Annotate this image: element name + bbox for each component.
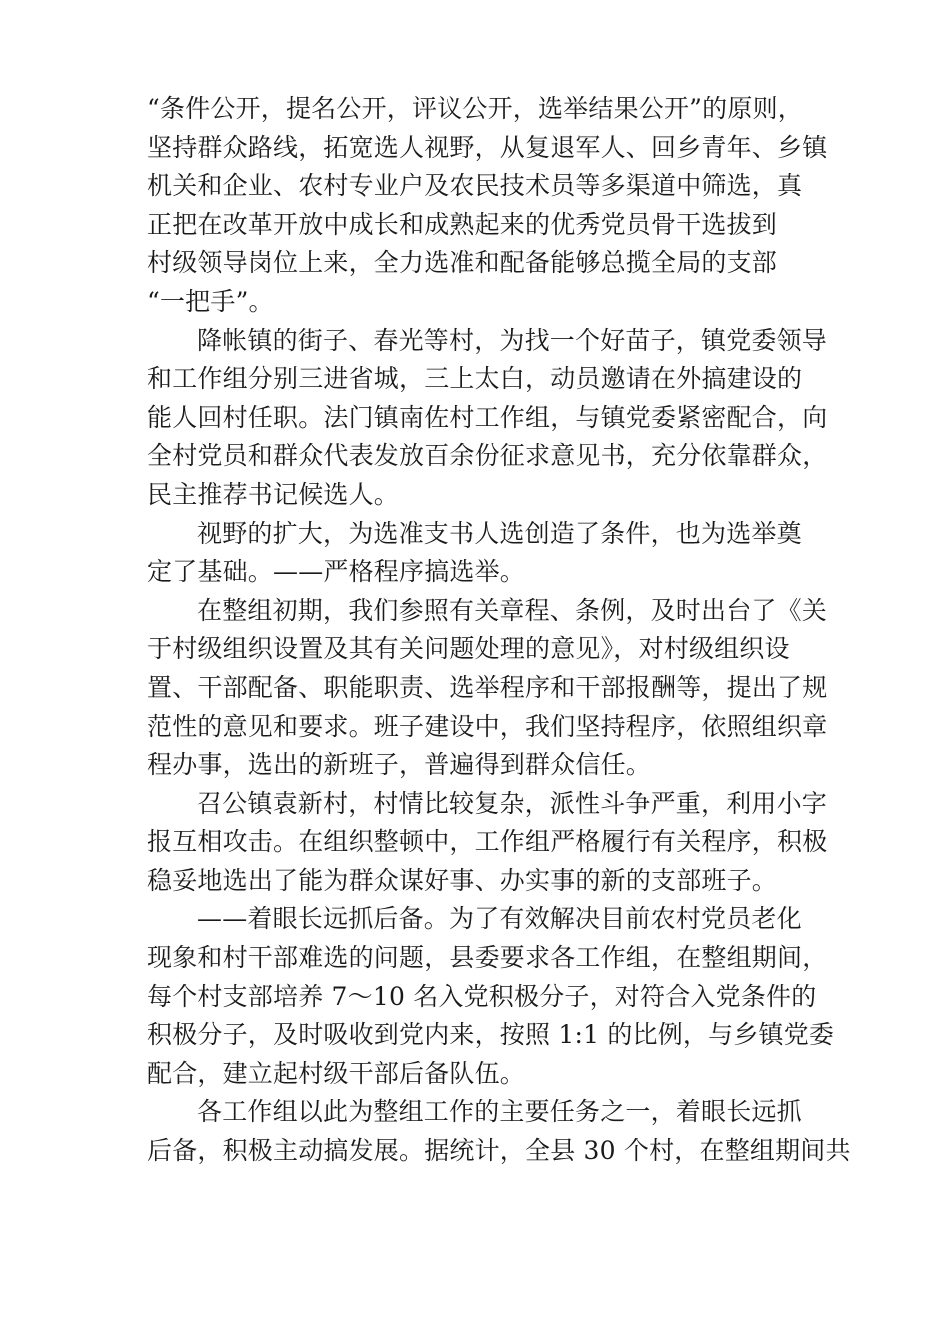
text-line: 置、干部配备、职能职责、选举程序和干部报酬等，提出了规: [147, 672, 828, 702]
text-line: 视野的扩大，为选准支书人选创造了条件，也为选举奠: [197, 518, 802, 548]
text-line: 在整组初期，我们参照有关章程、条例，及时出台了《关: [197, 595, 828, 625]
text-line: 范性的意见和要求。班子建设中，我们坚持程序，依照组织章: [147, 711, 828, 741]
text-line: 定了基础。——严格程序搞选举。: [147, 557, 526, 587]
text-line: 每个村支部培养 7～10 名入党积极分子，对符合入党条件的: [147, 981, 817, 1011]
text-line: 和工作组分别三进省城，三上太白，动员邀请在外搞建设的: [147, 364, 803, 394]
text-line: 降帐镇的街子、春光等村，为找一个好苗子，镇党委领导: [197, 325, 828, 355]
text-line: 坚持群众路线，拓宽选人视野，从复退军人、回乡青年、乡镇: [147, 132, 828, 162]
text-line: 各工作组以此为整组工作的主要任务之一，着眼长远抓: [197, 1097, 802, 1127]
text-line: 积极分子，及时吸收到党内来，按照 1:1 的比例，与乡镇党委: [147, 1020, 835, 1050]
text-line: 机关和企业、农村专业户及农民技术员等多渠道中筛选，真: [147, 171, 803, 201]
text-line: 配合，建立起村级干部后备队伍。: [147, 1058, 526, 1088]
text-line: 能人回村任职。法门镇南佐村工作组，与镇党委紧密配合，向: [147, 402, 828, 432]
text-line: “条件公开，提名公开，评议公开，选举结果公开”的原则，: [147, 94, 803, 123]
text-line: 程办事，选出的新班子，普遍得到群众信任。: [147, 750, 652, 780]
text-line: “一把手”。: [147, 286, 274, 316]
text-line: 村级领导岗位上来，全力选准和配备能够总揽全局的支部: [147, 248, 778, 278]
text-line: 民主推荐书记候选人。: [147, 479, 400, 509]
text-line: 后备，积极主动搞发展。据统计，全县 30 个村，在整组期间共: [147, 1136, 851, 1166]
text-line: 正把在改革开放中成长和成熟起来的优秀党员骨干选拔到: [147, 209, 778, 239]
text-line: 稳妥地选出了能为群众谋好事、办实事的新的支部班子。: [147, 865, 778, 895]
text-line: 于村级组织设置及其有关问题处理的意见》，对村级组织设: [147, 634, 790, 664]
text-line: 报互相攻击。在组织整顿中，工作组严格履行有关程序，积极: [147, 827, 828, 857]
document-body: [147, 90, 851, 1171]
text-line: ——着眼长远抓后备。为了有效解决目前农村党员老化: [197, 904, 802, 934]
text-line: 召公镇袁新村，村情比较复杂，派性斗争严重，利用小字: [197, 788, 828, 818]
text-line: 现象和村干部难选的问题，县委要求各工作组，在整组期间，: [147, 943, 828, 973]
text-line: 全村党员和群众代表发放百余份征求意见书，充分依靠群众，: [147, 441, 828, 471]
